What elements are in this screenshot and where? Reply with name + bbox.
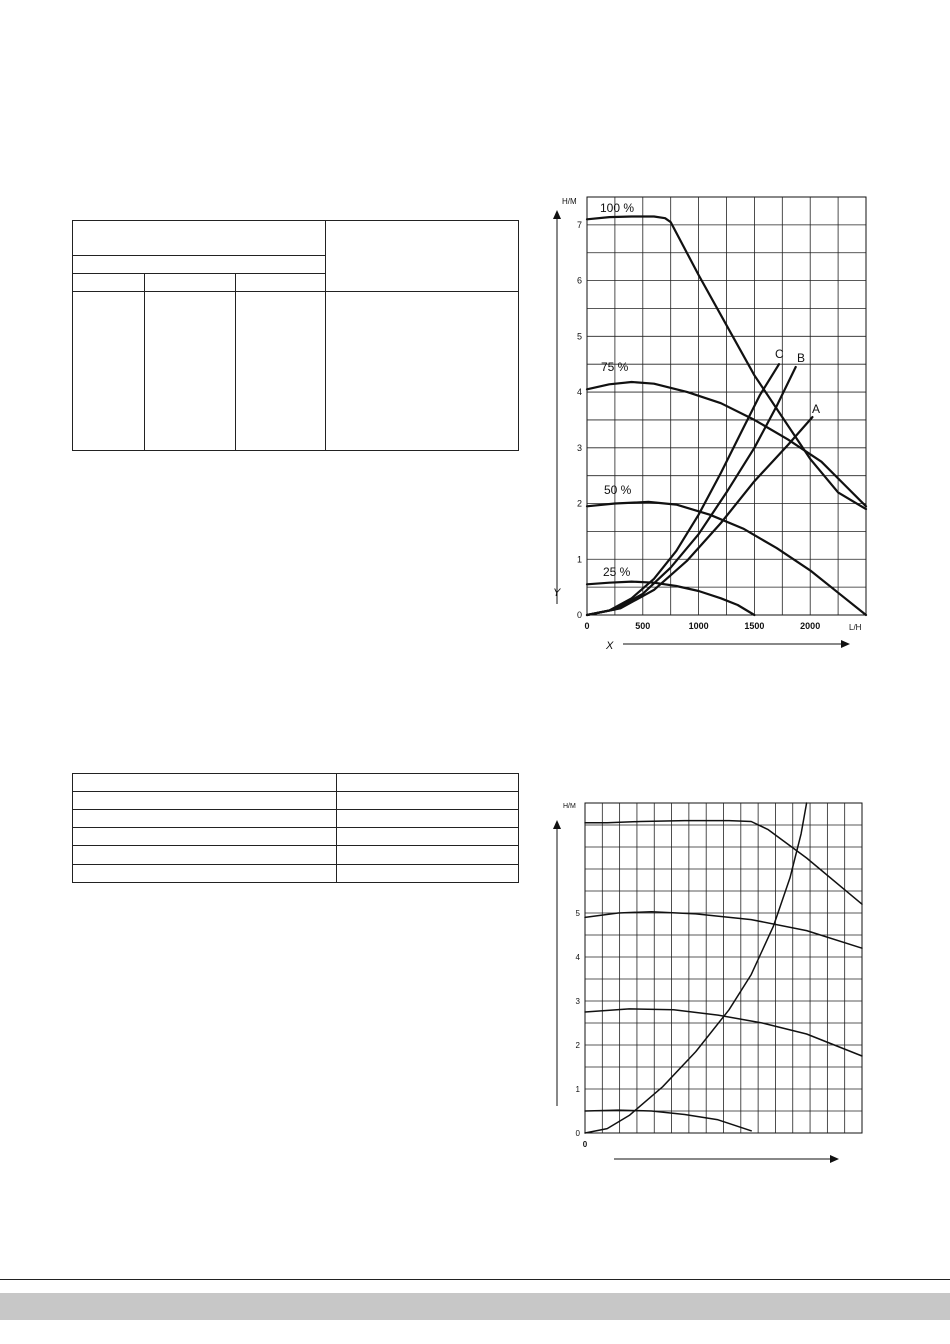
footer-rule <box>0 1279 950 1280</box>
series-label-50-percent: 50 % <box>604 483 632 497</box>
axis-arrows <box>553 803 839 1163</box>
series-label-75-percent: 75 % <box>601 360 629 374</box>
y-tick-label: 0 <box>576 610 582 620</box>
series-label-100-percent: 100 % <box>600 201 635 215</box>
series-label-25-percent: 25 % <box>603 565 631 579</box>
y-tick-label: 2 <box>576 498 582 509</box>
y-tick-label: 4 <box>576 387 582 398</box>
series-labels <box>600 201 820 579</box>
y-axis-arrowhead <box>553 820 561 829</box>
y-unit-label: H/M <box>563 803 576 810</box>
x-axis-arrowhead <box>830 1155 839 1163</box>
series-line-a <box>587 417 812 615</box>
tick-labels <box>576 909 588 1149</box>
x-unit-label: L/H <box>849 623 862 632</box>
series-line-system-4 <box>585 803 807 1133</box>
x-tick-label: 0 <box>584 621 590 631</box>
y-tick-label: 0 <box>575 1129 580 1138</box>
y-axis-label: Y <box>553 587 561 599</box>
y-tick-label: 5 <box>576 331 582 342</box>
y-tick-label: 2 <box>575 1041 580 1050</box>
x-tick-label: 1000 <box>688 621 709 631</box>
footer-bar <box>0 1293 950 1320</box>
x-tick-label: 0 <box>582 1140 588 1149</box>
x-tick-label: 500 <box>635 621 651 631</box>
x-tick-label: 2000 <box>800 621 821 631</box>
pump-curve-chart-1 <box>553 197 866 652</box>
y-tick-label: 5 <box>575 909 580 918</box>
y-tick-label: 3 <box>576 442 582 453</box>
y-tick-label: 7 <box>576 219 582 230</box>
series-label-a: A <box>812 402 821 416</box>
pump-curve-chart-2 <box>553 803 862 1163</box>
y-tick-label: 4 <box>575 953 580 962</box>
x-axis-label: X <box>606 640 614 652</box>
series-label-c: C <box>775 347 784 361</box>
series-label-b: B <box>797 351 806 365</box>
x-axis-arrowhead <box>841 640 850 648</box>
x-tick-label: 1500 <box>744 621 765 631</box>
y-tick-label: 6 <box>576 275 582 286</box>
y-tick-label: 3 <box>575 997 580 1006</box>
y-axis-arrowhead <box>553 210 561 219</box>
y-tick-label: 1 <box>575 1085 580 1094</box>
grid <box>585 803 862 1133</box>
y-tick-label: 1 <box>576 554 582 565</box>
y-unit-label: H/M <box>562 197 577 206</box>
